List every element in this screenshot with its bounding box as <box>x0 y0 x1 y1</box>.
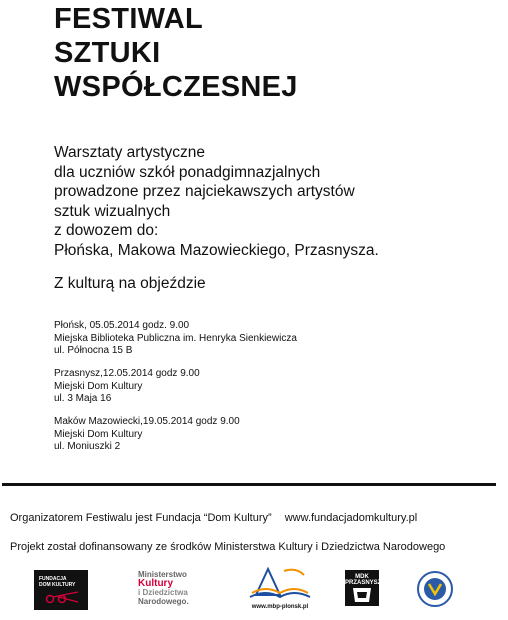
intro-line: Warsztaty artystyczne <box>54 144 206 161</box>
funding-note: Projekt został dofinansowany ze środków Ministerstwa Kultury i Dziedzictwa Narodowego <box>10 541 446 553</box>
event-date: Przasnysz,12.05.2014 godz 9.00 <box>54 368 200 379</box>
title-line: SZTUKI <box>54 37 161 69</box>
scissors-icon <box>34 570 88 610</box>
mdk-logo-line: MDK <box>355 574 369 580</box>
motto: Z kulturą na objeździe <box>54 275 206 292</box>
county-seal-logo <box>416 570 454 608</box>
intro-line: z dowozem do: <box>54 222 159 239</box>
event-date: Płońsk, 05.05.2014 godz. 9.00 <box>54 320 190 331</box>
library-logo <box>246 565 314 610</box>
ministry-logo-line: Ministerstwo <box>138 570 187 579</box>
ministry-logo <box>138 570 204 608</box>
title-line: WSPÓŁCZESNEJ <box>54 71 298 103</box>
mdk-logo-line: PRZASNYSZ <box>345 580 382 586</box>
title-line: FESTIWAL <box>54 3 203 35</box>
fundacja-logo-line: DOM KULTURY <box>39 582 76 588</box>
intro-text <box>54 143 379 260</box>
seal-icon <box>416 570 454 608</box>
organizer-text: Organizatorem Festiwalu jest Fundacja “Dom Kultury” <box>10 512 272 524</box>
event-date: Maków Mazowiecki,19.05.2014 godz 9.00 <box>54 416 240 427</box>
ministry-logo-line: Kultury <box>138 578 173 589</box>
intro-line: dla uczniów szkół ponadgimnazjalnych <box>54 163 321 181</box>
fundacja-logo-line: FUNDACJA <box>39 576 67 582</box>
event-address: ul. Północna 15 B <box>54 345 133 356</box>
festival-title <box>54 2 298 104</box>
event-makow <box>54 416 240 454</box>
mdk-logo <box>345 570 382 606</box>
event-address: ul. 3 Maja 16 <box>54 393 112 404</box>
open-book-icon <box>246 565 314 601</box>
event-place: Miejska Biblioteka Publiczna im. Henryka Sienkiewicza <box>54 332 297 344</box>
event-place: Miejski Dom Kultury <box>54 380 143 392</box>
event-przasnysz <box>54 368 200 406</box>
fundacja-logo <box>34 570 88 610</box>
ministry-logo-line: i Dziedzictwa <box>138 588 188 597</box>
ministry-logo-line: Narodowego. <box>138 597 189 606</box>
theatre-icon <box>345 570 382 606</box>
event-address: ul. Moniuszki 2 <box>54 441 121 452</box>
organizer-line <box>10 512 417 524</box>
divider <box>2 483 496 486</box>
intro-line: sztuk wizualnych <box>54 202 171 220</box>
event-plonsk <box>54 320 297 358</box>
library-url: www.mbp-plonsk.pl <box>251 604 309 610</box>
intro-line: prowadzone przez najciekawszych artystów <box>54 183 355 200</box>
intro-line: Płońska, Makowa Mazowieckiego, Przasnysza. <box>54 241 379 259</box>
event-place: Miejski Dom Kultury <box>54 428 143 440</box>
organizer-url[interactable]: www.fundacjadomkultury.pl <box>284 512 418 524</box>
